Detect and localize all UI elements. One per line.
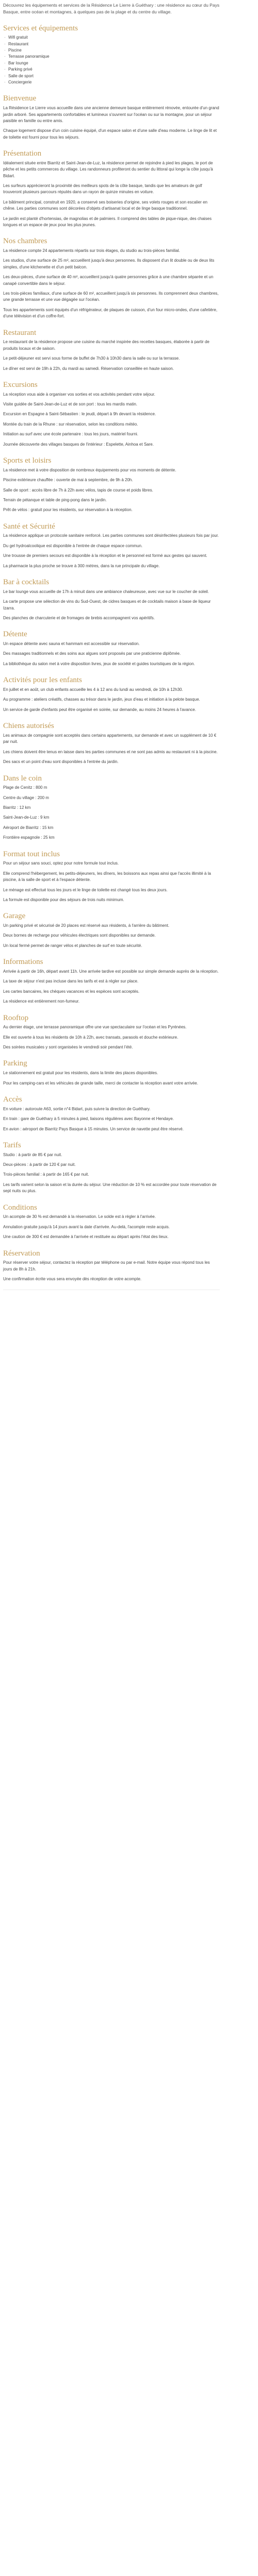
list-item: · Bar lounge (3, 60, 220, 66)
list-item: · Salle de sport (3, 73, 220, 79)
paragraph: Un service de garde d'enfants peut être organisé en soirée, sur demande, au moins 24 heures à l'avance. (3, 707, 196, 712)
paragraph: Idéalement située entre Biarritz et Saint-Jean-de-Luz, la résidence permet de rejoindre à pied les plages, le port de pêche et les petits commerces du village. Les randonneurs profiteront du sentier du littoral qui longe la côte jusqu'à Bidart. (3, 160, 213, 178)
section-title: Activités pour les enfants (3, 676, 82, 685)
paragraph: Saint-Jean-de-Luz : 9 km (3, 815, 50, 820)
paragraph: Salle de sport : accès libre de 7h à 22h avec vélos, tapis de course et poids libres. (3, 487, 153, 493)
paragraph: Arrivée à partir de 16h, départ avant 11h. Une arrivée tardive est possible sur simple demande auprès de la réception. (3, 969, 219, 974)
paragraph: Des planches de charcuterie et de fromages de brebis accompagnent vos apéritifs. (3, 615, 155, 620)
paragraph: Deux-pièces : à partir de 120 € par nuit. (3, 1162, 76, 1167)
section-title: Parking (3, 1059, 27, 1068)
section-title: Dans le coin (3, 774, 42, 783)
section-title: Garage (3, 912, 26, 921)
section-chambres (3, 236, 220, 319)
paragraph: Trois-pièces familial : à partir de 165 € par nuit. (3, 1172, 89, 1177)
paragraph: La bibliothèque du salon met à votre disposition livres, jeux de société et guides touristiques de la région. (3, 661, 195, 666)
section-title: Détente (3, 630, 27, 639)
section-coin (3, 774, 220, 841)
section-title: Sports et loisirs (3, 456, 52, 465)
paragraph: Les studios, d'une surface de 25 m², accueillent jusqu'à deux personnes. Ils disposent d'un lit double ou de deux lits simples, d'une kitchenette et d'un petit balcon. (3, 258, 215, 269)
paragraph: Excursion en Espagne à Saint-Sébastien : le jeudi, départ à 9h devant la résidence. (3, 412, 156, 417)
section-title: Services et équipements (3, 24, 78, 32)
section-activites (3, 675, 220, 713)
paragraph: Le dîner est servi de 19h à 22h, du mardi au samedi. Réservation conseillée en haute saison. (3, 366, 174, 371)
section-title: Format tout inclus (3, 850, 60, 858)
paragraph: Le stationnement est gratuit pour les résidents, dans la limite des places disponibles. (3, 1071, 158, 1076)
paragraph: Studio : à partir de 85 € par nuit. (3, 1152, 62, 1157)
paragraph: Elle est ouverte à tous les résidents de 10h à 22h, avec transats, parasols et douche extérieure. (3, 1035, 179, 1040)
section-title: Nos chambres (3, 237, 47, 246)
section-tarifs (3, 1141, 220, 1195)
section-acces (3, 1095, 220, 1132)
paragraph: Le petit-déjeuner est servi sous forme de buffet de 7h30 à 10h30 dans la salle ou sur la terrasse. (3, 356, 180, 361)
paragraph: La résidence est entièrement non-fumeur. (3, 999, 80, 1004)
paragraph: Au dernier étage, une terrasse panoramique offre une vue spectaculaire sur l'océan et les Pyrénées. (3, 1025, 187, 1030)
section-bar (3, 578, 220, 621)
section-title: Santé et Sécurité (3, 522, 55, 531)
paragraph: En train : gare de Guéthary à 5 minutes à pied, liaisons régulières avec Bayonne et Hendaye. (3, 1116, 174, 1122)
paragraph: En avion : aéroport de Biarritz Pays Basque à 15 minutes. Un service de navette peut être réservé. (3, 1126, 184, 1131)
section-title: Restaurant (3, 328, 37, 337)
paragraph: Tous les appartements sont équipés d'un réfrigérateur, de plaques de cuisson, d'un four micro-ondes, d'une cafetière, d'une télévision et d'un coffre-fort. (3, 307, 218, 319)
section-conditions (3, 1203, 220, 1241)
paragraph: Biarritz : 12 km (3, 805, 31, 810)
paragraph: La réception vous aide à organiser vos sorties et vos activités pendant votre séjour. (3, 392, 155, 397)
section-title: Accès (3, 1095, 22, 1104)
section-detente (3, 630, 220, 667)
section-bienvenue (3, 94, 220, 141)
list-item: · Piscine (3, 47, 220, 54)
section-services (3, 24, 220, 86)
paragraph: Les deux-pièces, d'une surface de 40 m², accueillent jusqu'à quatre personnes grâce à une chambre séparée et un canapé convertible dans le séjour. (3, 275, 214, 286)
section-title: Réservation (3, 1249, 40, 1258)
services-list (3, 35, 220, 86)
paragraph: Les surfeurs apprécieront la proximité des meilleurs spots de la côte basque, tandis que les amateurs de golf trouveront plusieurs parcours réputés dans un rayon de quinze minutes en voiture. (3, 183, 202, 195)
paragraph: Du gel hydroalcoolique est disponible à l'entrée de chaque espace commun. (3, 543, 143, 548)
paragraph: En juillet et en août, un club enfants accueille les 4 à 12 ans du lundi au vendredi, de 10h à 12h30. (3, 687, 183, 692)
section-sante (3, 522, 220, 569)
paragraph: Elle comprend l'hébergement, les petits-déjeuners, les dîners, les boissons aux repas ainsi que l'accès illimité à la piscine, à la salle de sport et à l'espace détente. (3, 871, 211, 883)
paragraph: Les cartes bancaires, les chèques vacances et les espèces sont acceptés. (3, 989, 140, 994)
paragraph: Frontière espagnole : 25 km (3, 835, 55, 840)
paragraph: Une caution de 300 € est demandée à l'arrivée et restituée au départ après l'état des lieux. (3, 1234, 169, 1240)
paragraph: Aéroport de Biarritz : 15 km (3, 825, 54, 830)
paragraph: Journée découverte des villages basques de l'intérieur : Espelette, Ainhoa et Sare. (3, 442, 154, 447)
paragraph: Le restaurant de la résidence propose une cuisine du marché inspirée des recettes basques, élaborée à partir de produits locaux et de saison. (3, 340, 209, 351)
section-informations (3, 957, 220, 1005)
list-item: · Restaurant (3, 41, 220, 47)
section-title: Bar à cocktails (3, 578, 50, 587)
paragraph: Le bar lounge vous accueille de 17h à minuit dans une ambiance chaleureuse, avec vue sur le coucher de soleil. (3, 589, 209, 594)
section-title: Excursions (3, 380, 38, 389)
section-excursions (3, 380, 220, 448)
paragraph: La résidence applique un protocole sanitaire renforcé. Les parties communes sont désinfectées plusieurs fois par jour. (3, 533, 219, 538)
paragraph: Pour les camping-cars et les véhicules de grande taille, merci de contacter la réception avant votre arrivée. (3, 1080, 198, 1086)
paragraph: Une confirmation écrite vous sera envoyée dès réception de votre acompte. (3, 1277, 142, 1282)
section-chiens (3, 721, 220, 765)
section-presentation (3, 149, 220, 228)
paragraph: Le jardin est planté d'hortensias, de magnolias et de palmiers. Il comprend des tables de pique-nique, des chaises longues et un espace de jeux pour les plus jeunes. (3, 216, 212, 227)
paragraph: Pour un séjour sans souci, optez pour notre formule tout inclus. (3, 861, 119, 866)
paragraph: Piscine extérieure chauffée : ouverte de mai à septembre, de 9h à 20h. (3, 478, 133, 483)
list-item: · Conciergerie (3, 79, 220, 86)
section-title: Tarifs (3, 1141, 21, 1149)
paragraph: La pharmacie la plus proche se trouve à 300 mètres, dans la rue principale du village. (3, 563, 160, 568)
paragraph: Un espace détente avec sauna et hammam est accessible sur réservation. (3, 641, 140, 647)
section-title: Bienvenue (3, 94, 37, 103)
section-restaurant (3, 328, 220, 372)
section-format (3, 850, 220, 904)
paragraph: Centre du village : 200 m (3, 795, 49, 800)
paragraph: Les animaux de compagnie sont acceptés dans certains appartements, sur demande et avec un supplément de 10 € par nuit. (3, 733, 217, 744)
paragraph: Des sacs et un point d'eau sont disponibles à l'entrée du jardin. (3, 759, 119, 765)
paragraph: Des soirées musicales y sont organisées le vendredi soir pendant l'été. (3, 1045, 133, 1050)
paragraph: Les chiens doivent être tenus en laisse dans les parties communes et ne sont pas admis au restaurant ni à la piscine. (3, 749, 218, 754)
section-parking (3, 1059, 220, 1087)
paragraph: Terrain de pétanque et table de ping-pong dans le jardin. (3, 497, 107, 502)
section-sports (3, 456, 220, 514)
paragraph: Annulation gratuite jusqu'à 14 jours avant la date d'arrivée. Au-delà, l'acompte reste acquis. (3, 1224, 170, 1229)
paragraph: Visite guidée de Saint-Jean-de-Luz et de son port : tous les mardis matin. (3, 402, 137, 407)
paragraph: La Résidence Le Lierre vous accueille dans une ancienne demeure basque entièrement rénovée, entourée d'un grand jardin arboré. Ses appartements confortables et lumineux s'ouvrent sur l'océan ou sur la montagne, pour un séjour paisible en famille ou entre amis. (3, 106, 219, 123)
section-title: Présentation (3, 149, 42, 158)
paragraph: Deux bornes de recharge pour véhicules électriques sont disponibles sur demande. (3, 933, 156, 938)
paragraph: Le bâtiment principal, construit en 1920, a conservé ses boiseries d'origine, ses volets rouges et son escalier en chêne. Les parties communes sont décorées d'objets d'artisanat local et de linge basque traditionnel. (3, 199, 207, 211)
list-item: · Wifi gratuit (3, 35, 220, 41)
paragraph: Initiation au surf avec une école partenaire : tous les jours, matériel fourni. (3, 432, 138, 437)
paragraph: Un parking privé et sécurisé de 20 places est réservé aux résidents, à l'arrière du bâtiment. (3, 923, 170, 928)
paragraph: Chaque logement dispose d'un coin cuisine équipé, d'un espace salon et d'une salle d'eau moderne. Le linge de lit et de toilette est fourni pour tous les séjours. (3, 128, 217, 140)
section-title: Rooftop (3, 1013, 29, 1022)
section-garage (3, 911, 220, 949)
section-title: Informations (3, 958, 43, 967)
section-reservation (3, 1249, 220, 1283)
paragraph: Des massages traditionnels et des soins aux algues sont proposés par une praticienne diplômée. (3, 651, 181, 656)
paragraph: Le ménage est effectué tous les jours et le linge de toilette est changé tous les deux jours. (3, 887, 168, 892)
section-title: Conditions (3, 1203, 37, 1212)
section-rooftop (3, 1013, 220, 1051)
paragraph: Une trousse de premiers secours est disponible à la réception et le personnel est formé aux gestes qui sauvent. (3, 553, 207, 558)
page-intro: Découvrez les équipements et services de la Résidence Le Lierre à Guéthary : une résidence au cœur du Pays Basque, entre océan et montagnes, à quelques pas de la plage et du centre du village. (3, 3, 220, 14)
paragraph: Les tarifs varient selon la saison et la durée du séjour. Une réduction de 10 % est accordée pour toute réservation de sept nuits ou plus. (3, 1182, 217, 1194)
paragraph: La formule est disponible pour des séjours de trois nuits minimum. (3, 897, 124, 902)
paragraph: Les trois-pièces familiaux, d'une surface de 60 m², accueillent jusqu'à six personnes. Ils comprennent deux chambres, une grande terrasse et une vue dégagée sur l'océan. (3, 291, 219, 302)
list-item: · Parking privé (3, 66, 220, 73)
page (0, 0, 223, 1296)
paragraph: Plage de Cenitz : 800 m (3, 785, 47, 790)
section-title: Chiens autorisés (3, 722, 54, 731)
paragraph: La carte propose une sélection de vins du Sud-Ouest, de cidres basques et de cocktails maison à base de liqueur Izarra. (3, 599, 211, 611)
list-item: · Terrasse panoramique (3, 54, 220, 60)
paragraph: Prêt de vélos : gratuit pour les résidents, sur réservation à la réception. (3, 507, 133, 513)
paragraph: Au programme : ateliers créatifs, chasses au trésor dans le jardin, jeux d'eau et initiation à la pelote basque. (3, 697, 200, 702)
paragraph: La résidence met à votre disposition de nombreux équipements pour vos moments de détente. (3, 467, 176, 472)
paragraph: En voiture : autoroute A63, sortie n°4 Bidart, puis suivre la direction de Guéthary. (3, 1106, 151, 1111)
paragraph: La taxe de séjour n'est pas incluse dans les tarifs et est à régler sur place. (3, 979, 139, 984)
paragraph: Pour réserver votre séjour, contactez la réception par téléphone ou par e-mail. Notre équipe vous répond tous les jours de 8h à 21h. (3, 1260, 210, 1272)
paragraph: La résidence compte 24 appartements répartis sur trois étages, du studio au trois-pièces familial. (3, 248, 180, 253)
paragraph: Montée du train de la Rhune : sur réservation, selon les conditions météo. (3, 421, 138, 427)
paragraph: Un acompte de 30 % est demandé à la réservation. Le solde est à régler à l'arrivée. (3, 1214, 156, 1219)
paragraph: Un local fermé permet de ranger vélos et planches de surf en toute sécurité. (3, 943, 142, 948)
